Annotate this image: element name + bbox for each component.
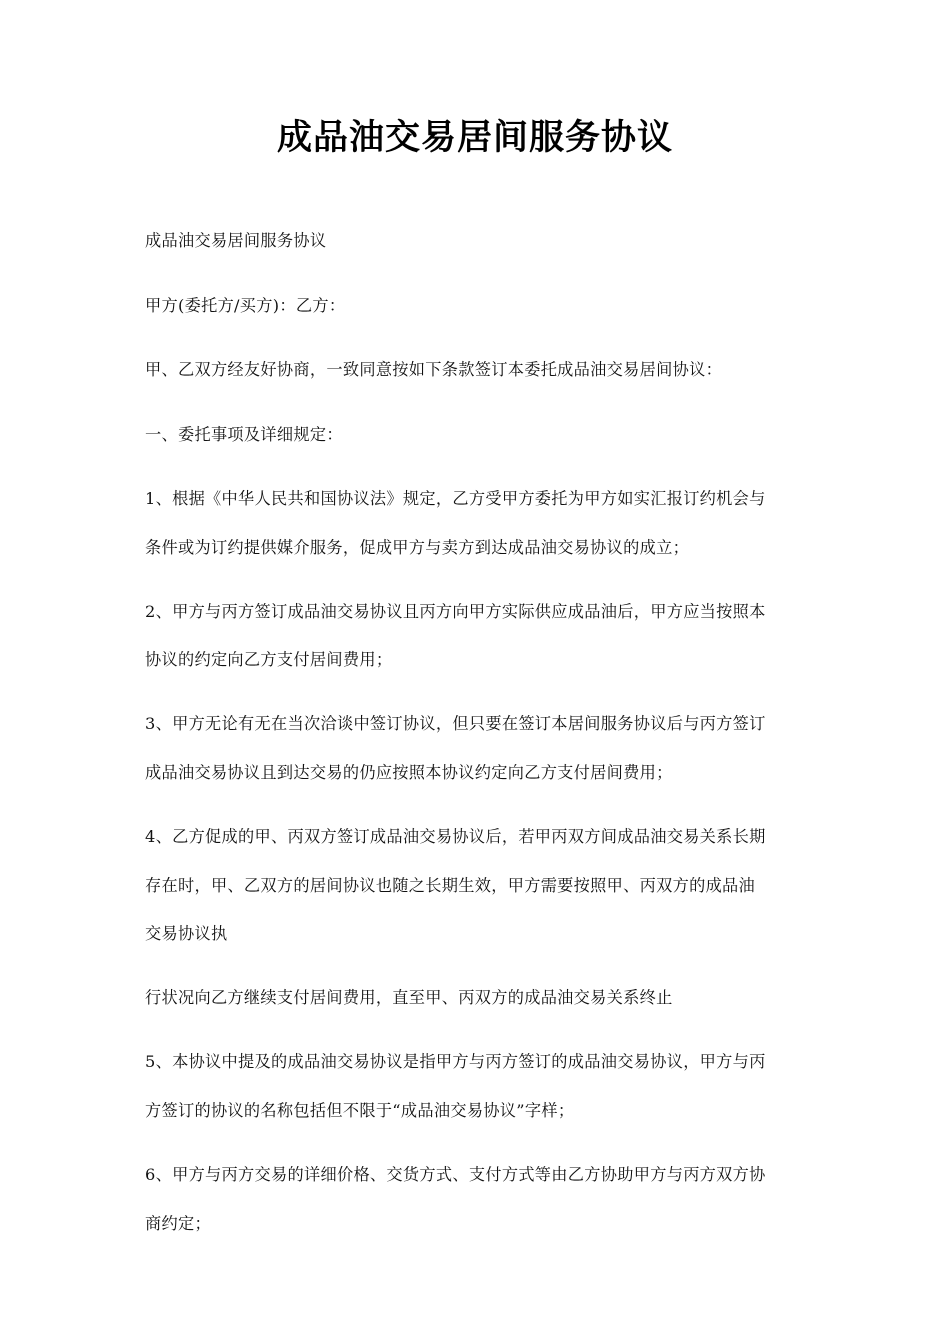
subtitle-line: 成品油交易居间服务协议 xyxy=(145,231,327,250)
clause-5-line-1: 5、本协议中提及的成品油交易协议是指甲方与丙方签订的成品油交易协议，甲方与丙 xyxy=(145,1052,766,1071)
section-heading: 一、委托事项及详细规定： xyxy=(145,425,343,444)
clause-4-line-1: 4、乙方促成的甲、丙双方签订成品油交易协议后，若甲丙双方间成品油交易关系长期 xyxy=(145,827,766,846)
clause-4-line-2: 存在时，甲、乙双方的居间协议也随之长期生效，甲方需要按照甲、丙双方的成品油 xyxy=(145,876,756,895)
clause-1-line-2: 条件或为订约提供媒介服务，促成甲方与卖方到达成品油交易协议的成立； xyxy=(145,538,690,557)
clause-3-line-1: 3、甲方无论有无在当次洽谈中签订协议，但只要在签订本居间服务协议后与丙方签订 xyxy=(145,714,766,733)
clause-6-line-1: 6、甲方与丙方交易的详细价格、交货方式、支付方式等由乙方协助甲方与丙方双方协 xyxy=(145,1165,766,1184)
clause-4-line-3: 交易协议执 xyxy=(145,924,228,943)
clause-3-line-2: 成品油交易协议且到达交易的仍应按照本协议约定向乙方支付居间费用； xyxy=(145,763,673,782)
clause-2-line-2: 协议的约定向乙方支付居间费用； xyxy=(145,650,393,669)
clause-6-line-2: 商约定； xyxy=(145,1214,211,1233)
parties-line: 甲方(委托方/买方)：乙方： xyxy=(145,296,346,315)
preamble-line: 甲、乙双方经友好协商，一致同意按如下条款签订本委托成品油交易居间协议： xyxy=(145,360,723,379)
clause-4-line-4: 行状况向乙方继续支付居间费用，直至甲、丙双方的成品油交易关系终止 xyxy=(145,988,673,1007)
clause-1-line-1: 1、根据《中华人民共和国协议法》规定，乙方受甲方委托为甲方如实汇报订约机会与 xyxy=(145,489,766,508)
document-title: 成品油交易居间服务协议 xyxy=(276,118,673,158)
clause-2-line-1: 2、甲方与丙方签订成品油交易协议且丙方向甲方实际供应成品油后，甲方应当按照本 xyxy=(145,602,766,621)
clause-5-line-2: 方签订的协议的名称包括但不限于“成品油交易协议”字样； xyxy=(145,1101,575,1120)
